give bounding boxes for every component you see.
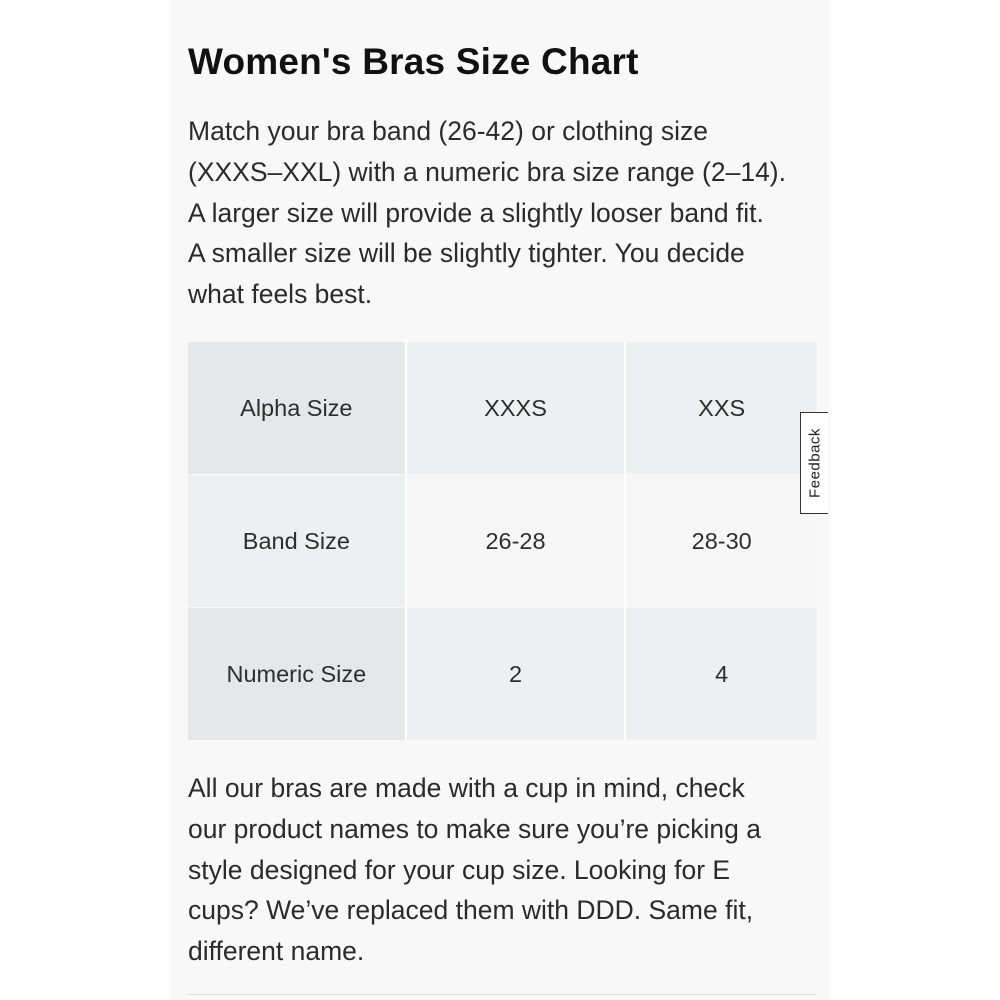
table-cell: 4	[626, 608, 817, 741]
table-row-numeric-size	[188, 608, 817, 741]
table-cell: 28-30	[626, 475, 817, 608]
table-cell: 26-28	[407, 475, 627, 608]
outro-line: different name.	[188, 936, 365, 967]
table-row-alpha-size	[188, 342, 817, 475]
row-header-numeric-size: Numeric Size	[188, 608, 407, 741]
table-cell: XXXS	[407, 342, 627, 475]
row-header-alpha-size: Alpha Size	[188, 342, 407, 475]
intro-line: A smaller size will be slightly tighter. You decide	[188, 238, 745, 269]
divider	[188, 994, 817, 995]
row-header-band-size: Band Size	[188, 475, 407, 608]
intro-line: what feels best.	[188, 279, 373, 310]
table-cell: 2	[407, 608, 627, 741]
outro-line: our product names to make sure you’re picking a	[188, 813, 761, 844]
outro-line: All our bras are made with a cup in mind, check	[188, 773, 745, 803]
feedback-button[interactable]	[800, 412, 828, 514]
intro-line: (XXXS–XXL) with a numeric bra size range (2–14).	[188, 156, 786, 187]
intro-paragraph	[188, 111, 828, 315]
table-row-band-size	[188, 475, 817, 608]
intro-line: A larger size will provide a slightly looser band fit.	[188, 197, 764, 228]
intro-line: Match your bra band (26-42) or clothing size	[188, 116, 708, 146]
outro-paragraph	[188, 768, 828, 972]
size-chart-table	[188, 342, 817, 741]
table-cell: XXS	[626, 342, 817, 475]
outro-line: cups? We’ve replaced them with DDD. Same fit,	[188, 895, 754, 926]
outro-line: style designed for your cup size. Looking for E	[188, 854, 731, 885]
page-title: Women's Bras Size Chart	[188, 41, 639, 82]
feedback-label: Feedback	[806, 428, 823, 498]
